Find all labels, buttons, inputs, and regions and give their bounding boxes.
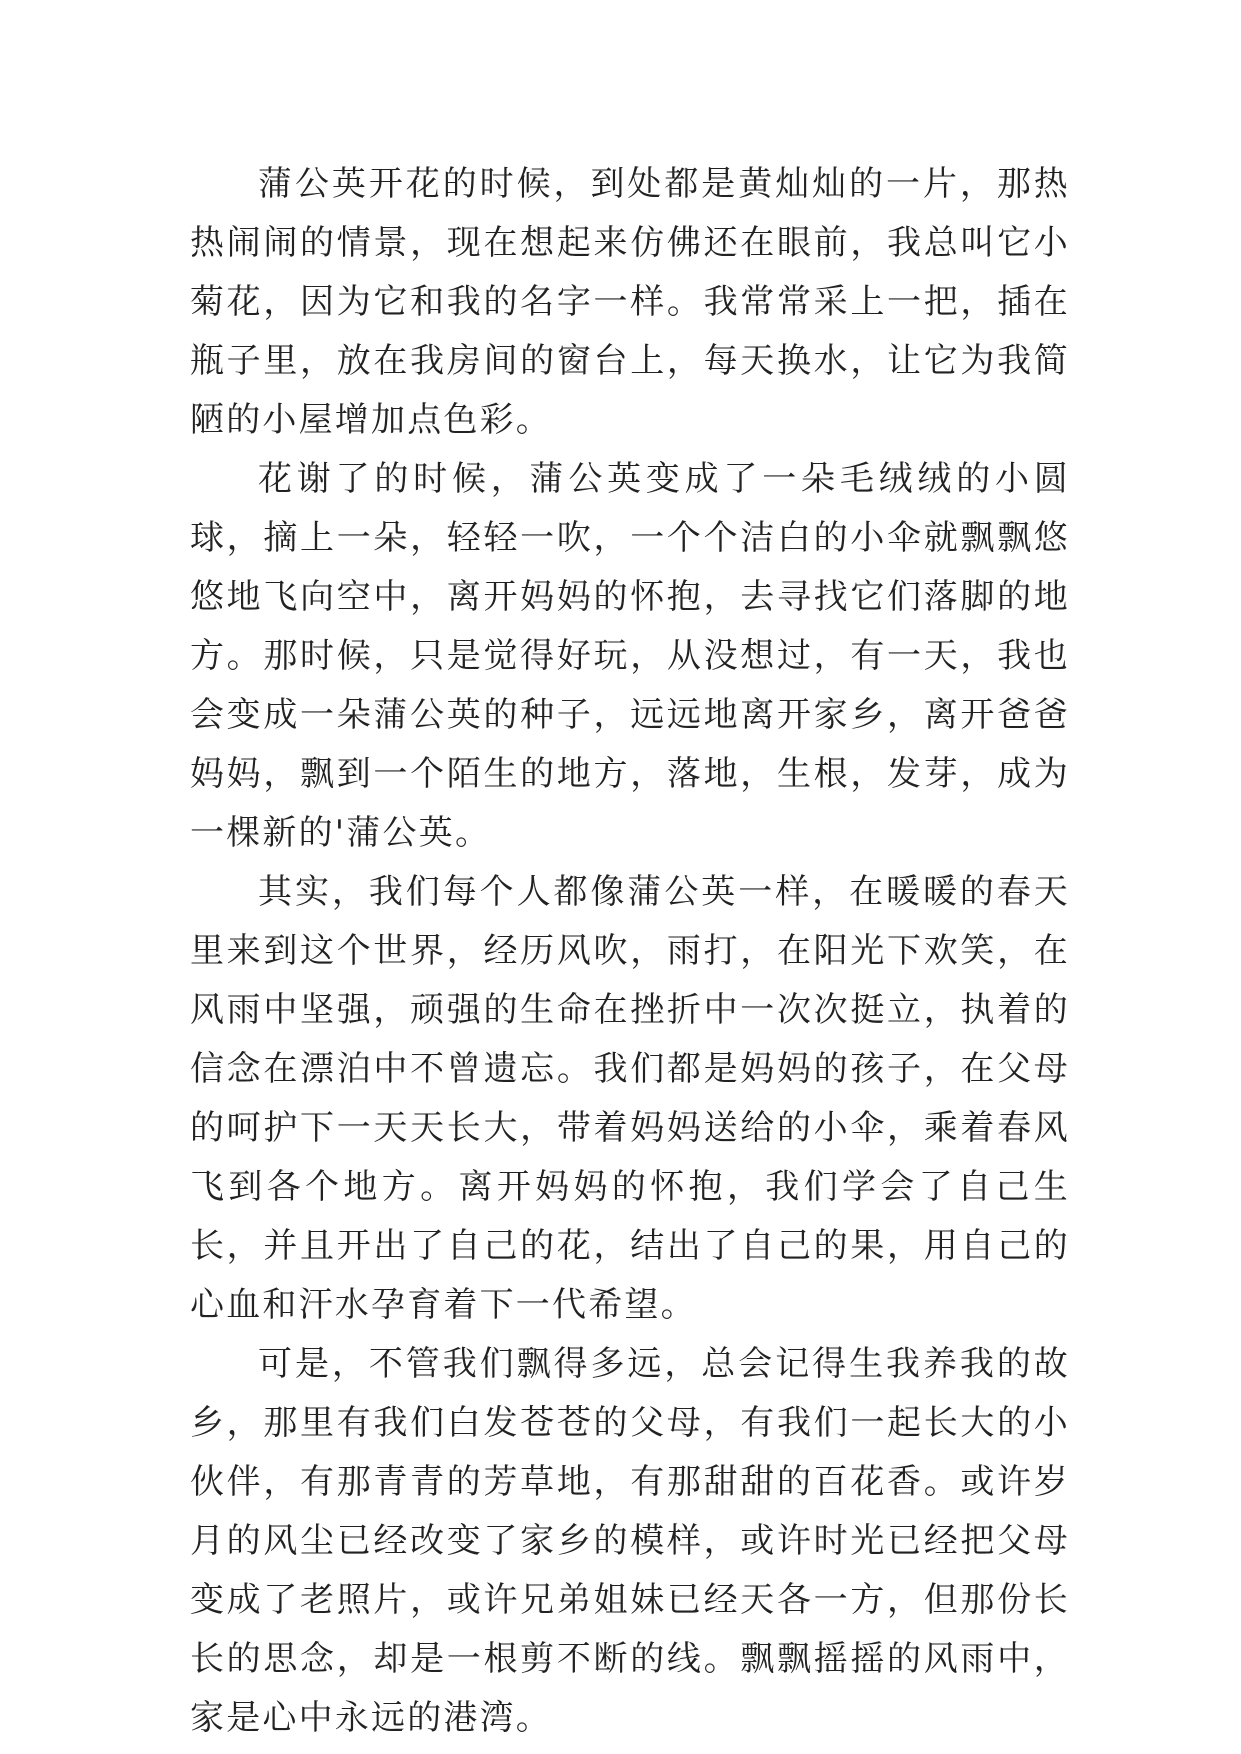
paragraph-4: 可是，不管我们飘得多远，总会记得生我养我的故乡，那里有我们白发苍苍的父母，有我们一起长大的小伙伴，有那青青的芳草地，有那甜甜的百花香。或许岁月的风尘已经改变了家乡的模样，或许时光已经把父母变成了老照片，或许兄弟姐妹已经天各一方，但那份长长的思念，却是一根剪不断的线。飘飘摇摇的风雨中，家是心中永远的港湾。 [190,1344,1070,1738]
paragraph-1: 蒲公英开花的时候，到处都是黄灿灿的一片，那热热闹闹的情景，现在想起来仿佛还在眼前，我总叫它小菊花，因为它和我的名字一样。我常常采上一把，插在瓶子里，放在我房间的窗台上，每天换水，让它为我简陋的小屋增加点色彩。 [190,164,1070,440]
paragraph-3: 其实，我们每个人都像蒲公英一样，在暖暖的春天里来到这个世界，经历风吹，雨打，在阳光下欢笑，在风雨中坚强，顽强的生命在挫折中一次次挺立，执着的信念在漂泊中不曾遗忘。我们都是妈妈的孩子，在父母的呵护下一天天长大，带着妈妈送给的小伞，乘着春风飞到各个地方。离开妈妈的怀抱，我们学会了自己生长，并且开出了自己的花，结出了自己的果，用自己的心血和汗水孕育着下一代希望。 [190,872,1070,1325]
paragraph-2: 花谢了的时候，蒲公英变成了一朵毛绒绒的小圆球，摘上一朵，轻轻一吹，一个个洁白的小伞就飘飘悠悠地飞向空中，离开妈妈的怀抱，去寻找它们落脚的地方。那时候，只是觉得好玩，从没想过，有一天，我也会变成一朵蒲公英的种子，远远地离开家乡，离开爸爸妈妈，飘到一个陌生的地方，落地，生根，发芽，成为一棵新的'蒲公英。 [190,459,1070,853]
document-page [190,155,1070,1748]
